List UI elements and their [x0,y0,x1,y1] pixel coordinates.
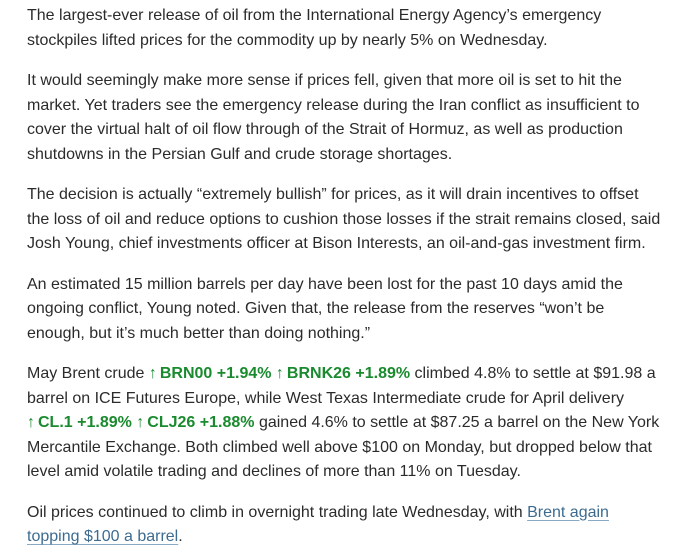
paragraph-3: The decision is actually “extremely bullish” for prices, as it will drain incentives to offset the loss of oil and reduce options to cushion those losses if the strait remains closed, said Josh Young, chief investments officer at Bison Interests, an oil-and-gas investment firm. [27,186,661,252]
paragraph-4: An estimated 15 million barrels per day have been lost for the past 10 days amid the ongoing conflict, Young noted. Given that, the release from the reserves “won’t be enough, but it’s much better than doing nothing.” [27,275,623,342]
paragraph-5-text-1: May Brent crude [27,365,149,382]
up-arrow-icon: ↑ [275,365,284,382]
ticker-change: +1.89% [77,414,132,431]
ticker-symbol: BRN00 [159,365,213,382]
ticker-clj26[interactable] [136,414,254,431]
paragraph-5 [27,362,661,485]
ticker-brn00[interactable] [149,365,272,382]
paragraph-5-text-3: gained 4.6% to settle at $87.25 a barrel on the New York Mercantile Exchange. Both climbed well above $100 on Monday, but dropped below that level amid volatile trading and declines of more than 11% on Tuesday. [27,414,660,480]
paragraph-1: The largest-ever release of oil from the International Energy Agency’s emergency stockpiles lifted prices for the commodity up by nearly 5% on Wednesday. [27,7,602,49]
up-arrow-icon: ↑ [27,414,35,431]
up-arrow-icon: ↑ [148,365,157,382]
ticker-change: +1.94% [216,365,272,382]
ticker-symbol: CLJ26 [147,414,196,431]
paragraph-6 [27,501,661,550]
ticker-change: +1.88% [199,414,255,431]
paragraph-2: It would seemingly make more sense if prices fell, given that more oil is set to hit the market. Yet traders see the emergency release during the Iran conflict as insufficient to cover the virtual halt of oil flow through of the Strait of Hormuz, as well as production shutdowns in the Persian Gulf and crude storage shortages. [27,72,640,163]
ticker-symbol: BRNK26 [286,365,351,382]
up-arrow-icon: ↑ [136,414,145,431]
paragraph-6-text-1: Oil prices continued to climb in overnight trading late Wednesday, with [27,503,528,521]
ticker-symbol: CL.1 [38,414,73,431]
paragraph-5-text-2: climbed 4.8% to settle at $91.98 a barrel on ICE Futures Europe, while West Texas Intermediate crude for April delivery [27,365,656,407]
ticker-cl1[interactable] [27,414,132,431]
ticker-brnk26[interactable] [276,365,410,382]
brent-topping-link[interactable]: Brent again topping $100 a barrel [27,503,609,545]
ticker-change: +1.89% [355,365,411,382]
paragraph-6-text-2: . [178,528,183,545]
